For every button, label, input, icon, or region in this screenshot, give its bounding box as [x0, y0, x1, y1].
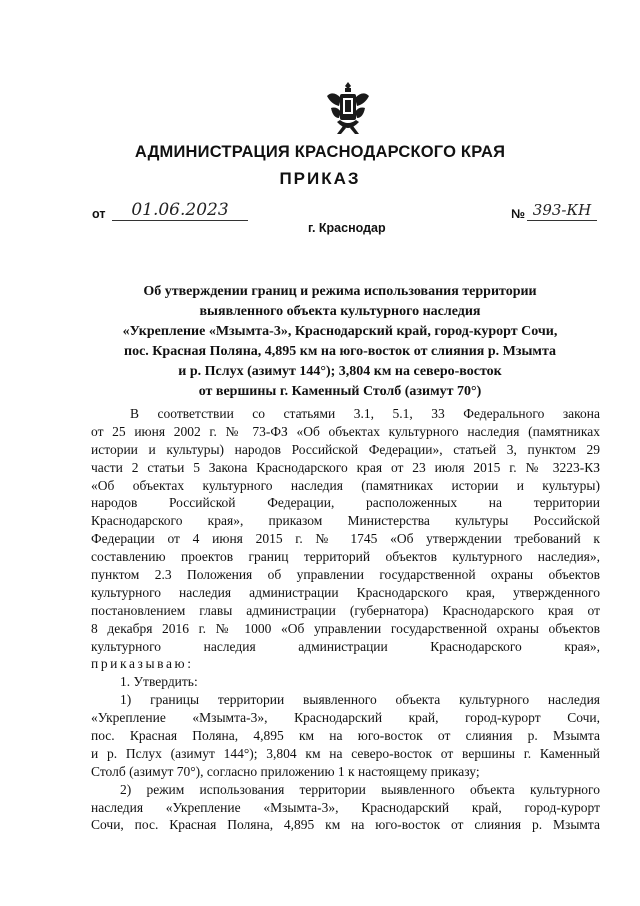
number-label: № [511, 207, 525, 221]
date-label: от [92, 207, 106, 221]
body-line: культурного наследия администрации Краснодарского края, утвержденного [91, 584, 600, 600]
body-line: истории и культуры) народов Российской Федерации», статьей 3, пунктом 29 [91, 441, 600, 457]
title-line: выявленного объекта культурного наследия [199, 304, 481, 319]
body-line: Сочи, пос. Красная Поляна, 4,895 км на юго-восток от слияния р. Мзымта [91, 817, 600, 833]
coat-of-arms-emblem [323, 80, 373, 136]
body-line-prikazyvayu: приказываю: [91, 656, 194, 672]
document-type: ПРИКАЗ [279, 169, 361, 188]
city: г. Краснодар [308, 221, 386, 235]
body-line: и р. Пслух (азимут 144°); 3,804 км на северо-восток от вершины г. Каменный [91, 745, 600, 761]
document-title [100, 282, 580, 402]
document-body [91, 405, 600, 834]
body-line: 2) режим использования территории выявленного объекта культурного [120, 781, 600, 797]
title-line: от вершины г. Каменный Столб (азимут 70°) [198, 384, 482, 399]
body-line: постановлением главы администрации (губернатора) Краснодарского края от [91, 602, 600, 618]
title-line: и р. Пслух (азимут 144°); 3,804 км на северо-восток [178, 364, 502, 379]
body-line: Краснодарского края», приказом Министерства культуры Российской [91, 513, 600, 529]
body-line: пос. Красная Поляна, 4,895 км на юго-восток от слияния р. Мзымта [91, 728, 600, 744]
body-line: от 25 июня 2002 г. № 73-ФЗ «Об объектах культурного наследия (памятниках [91, 423, 600, 439]
title-line: «Укрепление «Мзымта-3», Краснодарский край, город-курорт Сочи, [122, 324, 558, 339]
body-line: 1. Утвердить: [120, 674, 198, 690]
body-line: «Укрепление «Мзымта-3», Краснодарский край, город-курорт Сочи, [91, 710, 600, 726]
title-line: Об утверждении границ и режима использования территории [143, 284, 537, 299]
body-line: наследия «Укрепление «Мзымта-3», Краснодарский край, город-курорт [91, 799, 600, 815]
date-handwritten: 01.06.2023 [112, 200, 248, 221]
body-line: «Об объектах культурного наследия (памятниках истории и культуры) [91, 477, 600, 493]
body-line: составлению проектов границ территорий объектов культурного наследия», [91, 549, 600, 565]
body-line: Федерации от 4 июня 2015 г. № 1745 «Об утверждении требований к [91, 531, 600, 547]
body-line: культурного наследия администрации Краснодарского края», [91, 638, 600, 654]
body-line: 1) границы территории выявленного объекта культурного наследия [120, 692, 600, 708]
body-line: части 2 статьи 5 Закона Краснодарского края от 23 июля 2015 г. № 3223-КЗ [91, 459, 600, 475]
body-line: пунктом 2.3 Положения об управлении государственной охраны объектов [91, 567, 600, 583]
body-line: 8 декабря 2016 г. № 1000 «Об управлении государственной охраны объектов [91, 620, 600, 636]
title-line: пос. Красная Поляна, 4,895 км на юго-восток от слияния р. Мзымта [124, 344, 556, 359]
organization-title: АДМИНИСТРАЦИЯ КРАСНОДАРСКОГО КРАЯ [134, 143, 506, 161]
number-handwritten: 393-КН [527, 200, 597, 221]
body-line: народов Российской Федерации, расположенных на территории [91, 495, 600, 511]
body-line: Столб (азимут 70°), согласно приложению 1 к настоящему приказу; [91, 763, 480, 779]
body-line: В соответствии со статьями 3.1, 5.1, 33 Федерального закона [130, 406, 600, 421]
